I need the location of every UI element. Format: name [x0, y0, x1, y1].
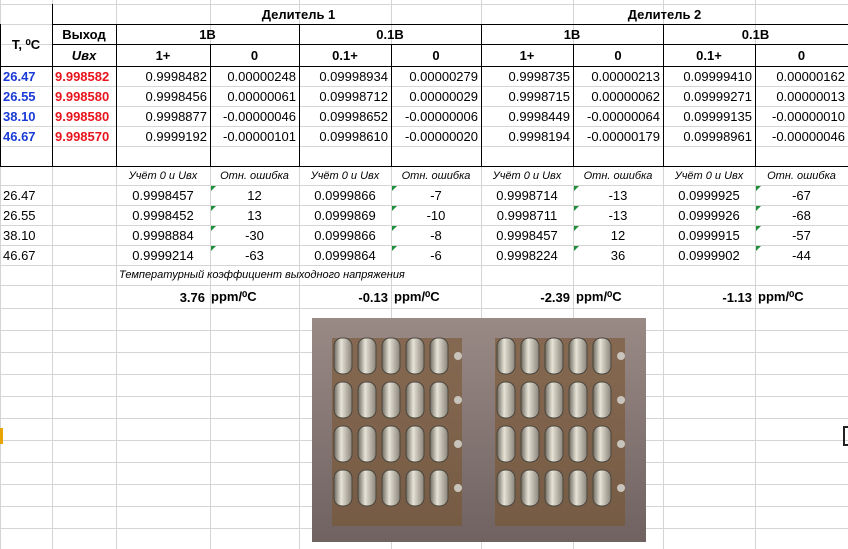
measurement-cell[interactable]: 0.00000279 [409, 68, 478, 84]
corrected-cell[interactable]: -7 [430, 187, 442, 203]
comment-indicator [756, 246, 761, 251]
subheader-cell[interactable]: Отн. ошибка [583, 169, 653, 182]
corrected-cell[interactable]: -6 [430, 247, 442, 263]
measurement-cell[interactable]: 0.09999135 [683, 108, 752, 124]
corrected-temp-cell[interactable]: 46.67 [3, 247, 36, 263]
measurement-cell[interactable]: -0.00000020 [404, 128, 478, 144]
temp-cell[interactable]: 26.47 [3, 68, 36, 84]
measurement-cell[interactable]: 0.9998735 [508, 68, 570, 84]
measurement-cell[interactable]: -0.00000046 [222, 108, 296, 124]
tc-value[interactable]: -0.13 [358, 289, 388, 305]
measurement-cell[interactable]: -0.00000179 [586, 128, 660, 144]
corrected-cell[interactable]: 36 [610, 247, 626, 263]
temp-cell[interactable]: 38.10 [3, 108, 36, 124]
corrected-cell[interactable]: -68 [792, 207, 811, 223]
comment-indicator [392, 226, 397, 231]
corrected-temp-cell[interactable]: 26.47 [3, 187, 36, 203]
corrected-cell[interactable]: 0.0999864 [314, 247, 376, 263]
corrected-cell[interactable]: 0.0999915 [678, 227, 740, 243]
column-header-3[interactable]: 0 [432, 47, 440, 63]
tc-unit[interactable]: ppm/⁰C [576, 289, 622, 304]
measurement-cell[interactable]: 0.9998456 [145, 88, 207, 104]
d2-01v-header[interactable]: 0.1В [741, 26, 770, 42]
d2-1v-header[interactable]: 1В [563, 26, 581, 42]
measurement-cell[interactable]: 0.09999410 [683, 68, 752, 84]
uin-cell[interactable]: 9.998570 [55, 128, 110, 144]
corrected-cell[interactable]: 0.9998452 [132, 207, 194, 223]
measurement-cell[interactable]: 0.9998194 [508, 128, 570, 144]
measurement-cell[interactable]: 0.00000248 [227, 68, 296, 84]
measurement-cell[interactable]: 0.9998715 [508, 88, 570, 104]
comment-indicator [574, 186, 579, 191]
column-header-0[interactable]: 1+ [155, 47, 171, 63]
column-header-7[interactable]: 0 [797, 47, 806, 63]
column-header-2[interactable]: 0.1+ [332, 47, 358, 63]
comment-indicator [392, 246, 397, 251]
fill-handle-marker [0, 428, 3, 444]
corrected-cell[interactable]: 0.0999866 [314, 187, 376, 203]
corrected-cell[interactable]: -67 [792, 187, 811, 203]
measurement-cell[interactable]: 0.00000162 [776, 68, 845, 84]
corrected-cell[interactable]: 0.9998714 [496, 187, 558, 203]
measurement-cell[interactable]: 0.9999192 [145, 128, 207, 144]
corrected-cell[interactable]: -13 [608, 187, 628, 203]
measurement-cell[interactable]: 0.00000062 [591, 88, 660, 104]
comment-indicator [756, 186, 761, 191]
corrected-temp-cell[interactable]: 38.10 [3, 227, 36, 243]
subheader-cell[interactable]: Учёт 0 и Uвх [128, 169, 198, 182]
cell-selection-marker [843, 426, 848, 446]
comment-indicator [211, 226, 216, 231]
measurement-cell[interactable]: 0.09998712 [319, 88, 388, 104]
corrected-cell[interactable]: -10 [426, 207, 446, 223]
corrected-cell[interactable]: 0.0999869 [314, 207, 376, 223]
corrected-cell[interactable]: 12 [247, 187, 262, 203]
comment-indicator [574, 246, 579, 251]
measurement-cell[interactable]: 0.09998652 [319, 108, 388, 124]
corrected-cell[interactable]: 0.9999214 [132, 247, 194, 263]
uin-cell[interactable]: 9.998582 [55, 68, 110, 84]
corrected-cell[interactable]: -44 [792, 247, 811, 263]
comment-indicator [756, 226, 761, 231]
comment-indicator [211, 206, 216, 211]
measurement-cell[interactable]: 0.9998877 [145, 108, 207, 124]
subheader-cell[interactable]: Отн. ошибка [220, 169, 289, 182]
d1-01v-header[interactable]: 0.1В [376, 26, 404, 42]
tc-unit[interactable]: ppm/⁰C [394, 289, 440, 304]
column-header-4[interactable]: 1+ [519, 47, 535, 63]
divider2-title[interactable]: Делитель 2 [627, 6, 702, 22]
measurement-cell[interactable]: 0.9998449 [508, 108, 570, 124]
comment-indicator [574, 226, 579, 231]
tc-unit[interactable]: ppm/⁰C [758, 289, 804, 304]
corrected-cell[interactable]: 13 [247, 207, 262, 223]
measurement-cell[interactable]: -0.00000010 [771, 108, 845, 124]
comment-indicator [574, 206, 579, 211]
temp-header-cell[interactable]: T, ⁰C [11, 37, 41, 52]
corrected-temp-cell[interactable]: 26.55 [3, 207, 36, 223]
measurement-cell[interactable]: -0.00000046 [771, 128, 845, 144]
tc-caption[interactable]: Температурный коэффициент выходного напряжения [119, 269, 405, 281]
corrected-cell[interactable]: -8 [430, 227, 442, 243]
uin-cell[interactable]: 9.998580 [55, 108, 110, 124]
measurement-cell[interactable]: 0.00000029 [409, 88, 478, 104]
corrected-cell[interactable]: -13 [608, 207, 628, 223]
corrected-cell[interactable]: 0.0999926 [678, 207, 740, 223]
tc-value[interactable]: -2.39 [540, 289, 570, 305]
divider1-title[interactable]: Делитель 1 [261, 6, 336, 22]
tc-value[interactable]: -1.13 [722, 289, 752, 305]
corrected-cell[interactable]: 0.9998711 [496, 207, 558, 223]
measurement-cell[interactable]: 0.09998934 [319, 68, 388, 84]
corrected-cell[interactable]: 0.0999902 [678, 247, 740, 263]
corrected-cell[interactable]: 0.0999866 [314, 227, 376, 243]
column-header-5[interactable]: 0 [614, 47, 622, 63]
measurement-cell[interactable]: -0.00000101 [222, 128, 296, 144]
subheader-cell[interactable]: Отн. ошибка [767, 169, 836, 182]
subheader-cell[interactable]: Учёт 0 и Uвх [310, 169, 380, 182]
comment-indicator [756, 206, 761, 211]
subheader-cell[interactable]: Учёт 0 и Uвх [674, 169, 744, 182]
d1-1v-header[interactable]: 1В [199, 26, 216, 42]
measurement-cell[interactable]: 0.00000213 [591, 68, 660, 84]
subheader-cell[interactable]: Учёт 0 и Uвх [492, 169, 562, 182]
uin-header-cell[interactable]: Uвх [71, 47, 97, 63]
temp-cell[interactable]: 26.55 [3, 88, 36, 104]
corrected-cell[interactable]: 0.9998457 [496, 227, 558, 243]
subheader-cell[interactable]: Отн. ошибка [401, 169, 471, 182]
comment-indicator [211, 186, 216, 191]
measurement-cell[interactable]: 0.09999271 [683, 88, 752, 104]
tc-unit[interactable]: ppm/⁰C [211, 289, 257, 304]
corrected-cell[interactable]: -63 [245, 247, 264, 263]
comment-indicator [392, 186, 397, 191]
uin-cell[interactable]: 9.998580 [55, 88, 110, 104]
output-header-cell[interactable]: Выход [62, 26, 106, 42]
corrected-cell[interactable]: 12 [610, 227, 626, 243]
corrected-cell[interactable]: 0.9998457 [132, 187, 194, 203]
column-header-6[interactable]: 0.1+ [696, 47, 722, 63]
corrected-cell[interactable]: -57 [792, 227, 811, 243]
corrected-cell[interactable]: 0.9998884 [132, 227, 194, 243]
measurement-cell[interactable]: 0.09998610 [319, 128, 388, 144]
measurement-cell[interactable]: 0.09998961 [683, 128, 752, 144]
column-header-1[interactable]: 0 [250, 47, 259, 63]
corrected-cell[interactable]: 0.9998224 [496, 247, 558, 263]
comment-indicator [211, 246, 216, 251]
measurement-cell[interactable]: 0.9998482 [145, 68, 207, 84]
corrected-cell[interactable]: 0.0999925 [678, 187, 740, 203]
corrected-cell[interactable]: -30 [245, 227, 264, 243]
resistor-divider-boards-photo [312, 318, 646, 542]
comment-indicator [392, 206, 397, 211]
measurement-cell[interactable]: -0.00000006 [404, 108, 478, 124]
measurement-cell[interactable]: 0.00000013 [776, 88, 845, 104]
temp-cell[interactable]: 46.67 [3, 128, 36, 144]
tc-value[interactable]: 3.76 [179, 289, 205, 305]
measurement-cell[interactable]: 0.00000061 [227, 88, 296, 104]
measurement-cell[interactable]: -0.00000064 [586, 108, 660, 124]
